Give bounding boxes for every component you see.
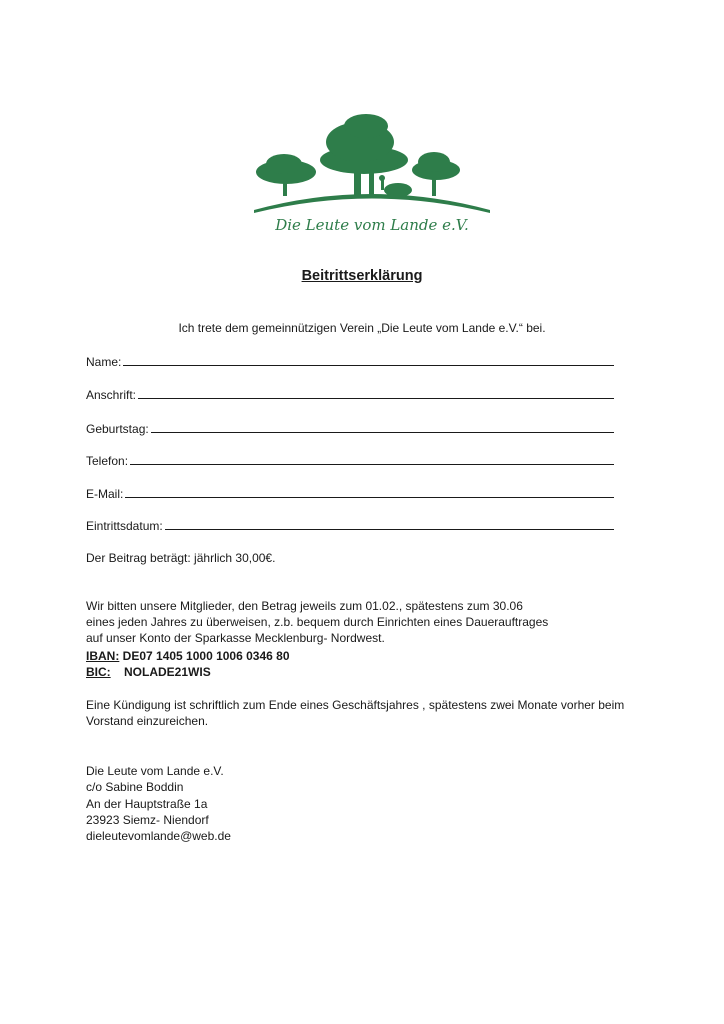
address-line: Die Leute vom Lande e.V.	[86, 764, 224, 778]
payment-paragraph	[86, 598, 548, 646]
bic-value: NOLADE21WIS	[124, 665, 211, 679]
email-address[interactable]: dieleutevomlande@web.de	[86, 829, 231, 844]
birthday-field[interactable]	[86, 420, 614, 436]
name-input-line[interactable]	[123, 364, 614, 366]
intro-text: Ich trete dem gemeinnützigen Verein „Die Leute vom Lande e.V.“ bei.	[178, 321, 546, 335]
name-label: Name:	[86, 355, 122, 369]
iban-value: DE07 1405 1000 1006 0346 80	[122, 649, 290, 663]
page-title: Beitrittserklärung	[301, 268, 423, 284]
entry-date-label: Eintrittsdatum:	[86, 519, 163, 533]
club-logo	[248, 112, 496, 238]
iban-line	[86, 648, 290, 664]
cancellation-line: Eine Kündigung ist schriftlich zum Ende eines Geschäftsjahres , spätestens zwei Monate vorher beim	[86, 698, 625, 712]
cancellation-line: Vorstand einzureichen.	[86, 714, 209, 728]
cancellation-paragraph	[86, 697, 624, 729]
address-field[interactable]	[86, 386, 614, 402]
phone-input-line[interactable]	[130, 463, 614, 465]
payment-line: auf unser Konto der Sparkasse Mecklenburg- Nordwest.	[86, 631, 385, 645]
entry-date-field[interactable]	[86, 517, 614, 533]
email-field[interactable]	[86, 485, 614, 501]
address-line: An der Hauptstraße 1a	[86, 796, 208, 811]
name-field[interactable]	[86, 353, 614, 369]
address-input-line[interactable]	[138, 397, 614, 399]
fee-text: Der Beitrag beträgt: jährlich 30,00€.	[86, 551, 276, 565]
address-line: 23923 Siemz- Niendorf	[86, 812, 209, 827]
entry-date-input-line[interactable]	[165, 528, 614, 530]
iban-label: IBAN:	[86, 649, 120, 663]
birthday-label: Geburtstag:	[86, 422, 149, 436]
logo-text: Die Leute vom Lande e.V.	[275, 216, 469, 234]
email-label: E-Mail:	[86, 487, 124, 501]
address-label: Anschrift:	[86, 388, 137, 402]
phone-field[interactable]	[86, 452, 614, 468]
bic-line	[86, 664, 211, 680]
address-line: c/o Sabine Boddin	[86, 780, 184, 795]
payment-line: eines jeden Jahres zu überweisen, z.b. bequem durch Einrichten eines Dauerauftrages	[86, 615, 549, 629]
tree-logo-icon	[248, 112, 496, 238]
bic-label: BIC:	[86, 665, 111, 679]
club-address	[86, 763, 231, 844]
phone-label: Telefon:	[86, 454, 129, 468]
birthday-input-line[interactable]	[151, 431, 614, 433]
payment-line: Wir bitten unsere Mitglieder, den Betrag jeweils zum 01.02., spätestens zum 30.06	[86, 599, 523, 613]
email-input-line[interactable]	[125, 496, 614, 498]
